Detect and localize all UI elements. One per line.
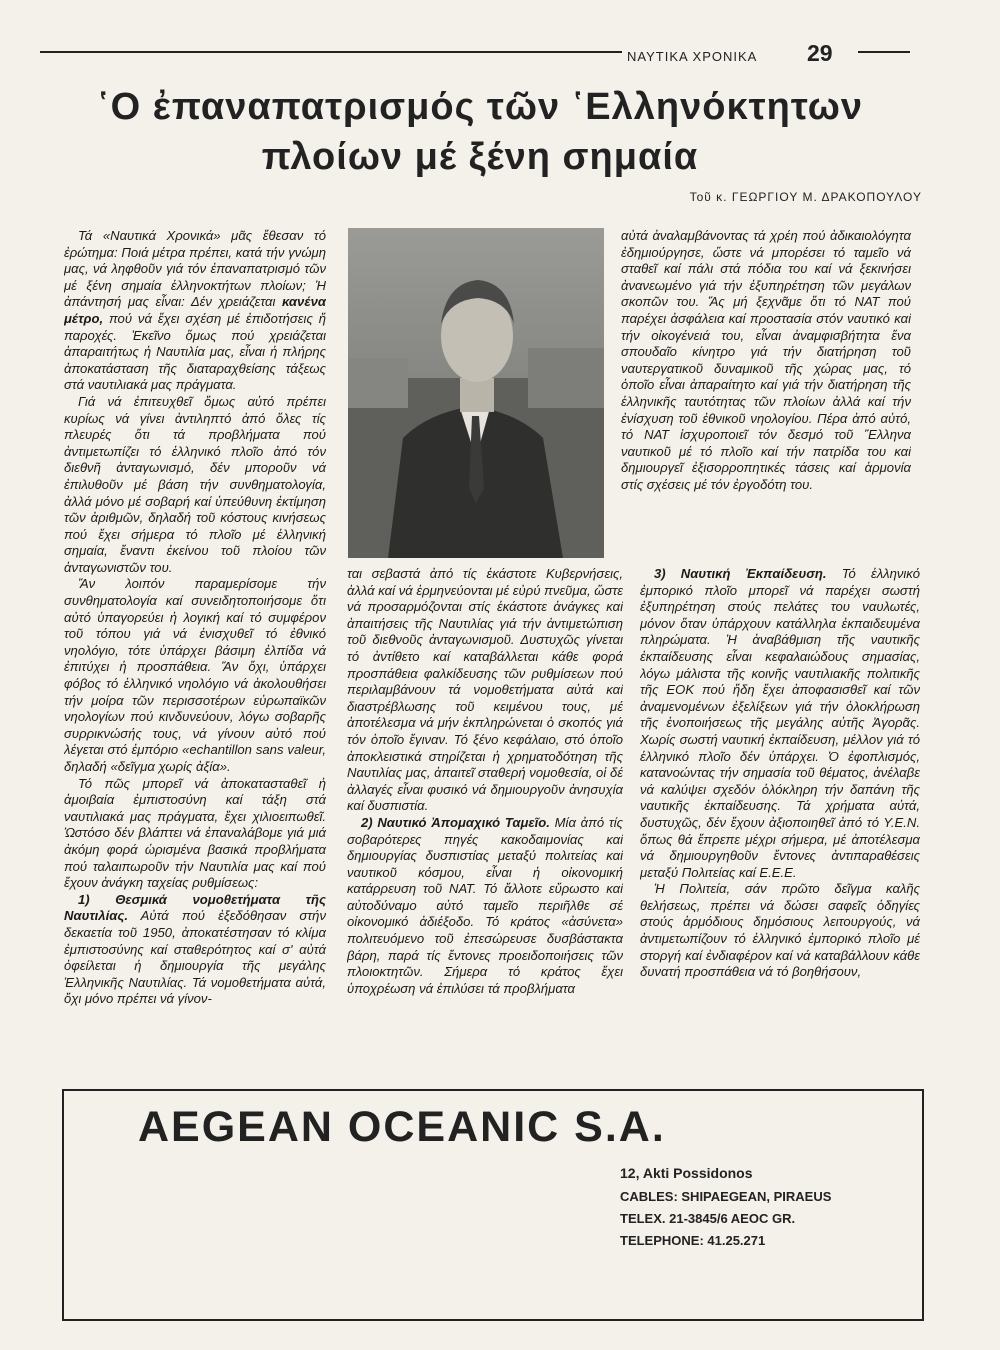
paragraph: 2) Ναυτικό Ἀπομαχικό Ταμεῖο. Μία ἀπό τίς σοβαρότερες πηγές κακοδαιμονίας καί δημιουργίας δυσπιστίας μεταξύ πολιτείας καί ναυτικοῦ κόσμου, εἶναι ἡ οἰκονομική κατάρρευση τοῦ ΝΑΤ. Τό ἄλλοτε εὔρωστο καί αὐτοδύναμο αὐτό ταμεῖο περιῆλθε σέ οἰκονομικό ἀδιέξοδο. Τό κράτος «ἀσύνετα» πολιτευόμενο τοῦ ἐπεσώρευσε δυσβάστακτα βάρη, παρά τίς ἔντονες προειδοποιήσεις τῶν πλοιοκτητῶν. Σήμερα τό κράτος ἔχει ὑποχρέωση νά ἐπιλύσει τά προβλήματα [347,814,623,996]
paragraph: Γιά νά ἐπιτευχθεῖ ὅμως αὐτό πρέπει κυρίως νά γίνει ἀντιληπτό ἀπό ὅλες τίς πλευρές ὅτι τά προβλήματα πού ἀντιμετωπίζει τό ἑλληνικό πλοῖο ἀπό τόν διεθνῆ ἀνταγωνισμό, δέν μποροῦν νά ἐπιλυθοῦν μέ βάση τήν συνθηματολογία, ἀλλά μόνο μέ σοβαρή καί ὑπεύθυνη ἐκτίμηση τῶν ἀριθμῶν, δηλαδή τοῦ κόστους κινήσεως πού ἔχει σήμερα τό πλοῖο μέ ἑλληνική σημαία, ἔναντι ἐκείνου τοῦ πλοίου τῶν ἀνταγωνιστῶν του. [64,393,326,575]
column-right-top [621,228,911,566]
paragraph: Τό πῶς μπορεῖ νά ἀποκατασταθεῖ ἡ ἀμοιβαία ἐμπιστοσύνη καί τάξη στά ναυτιλιακά μας πράγματα, ἔχει χιλιοειπωθεῖ. Ὡστόσο δέν βλάπτει νά ἐπαναλάβομε γιά μιά ἀκόμη φορά ὡρισμένα βασικά προβλήματα πού ταλαιπωροῦν τήν Ναυτιλία μας καί πού ἔχουν ἀνάγκη ταχείας ρυθμίσεως: [64,775,326,891]
section-heading-3: 3) Ναυτική Ἐκπαίδευση. [654,566,827,581]
title-line-2: πλοίων μέ ξένη σημαία [261,136,699,178]
header-rule-left [40,51,622,53]
advertisement-box [62,1089,924,1321]
ad-telephone: TELEPHONE: 41.25.271 [620,1233,766,1248]
byline: Τοῦ κ. ΓΕΩΡΓΙΟΥ Μ. ΔΡΑΚΟΠΟΥΛΟΥ [689,190,922,204]
section-heading-2: 2) Ναυτικό Ἀπομαχικό Ταμεῖο. [361,814,550,830]
header-rule-right [858,51,910,53]
title-line-1: ῾Ο ἐπαναπατρισμός τῶν ῾Ελληνόκτητων [97,86,863,128]
paragraph: Ἡ Πολιτεία, σάν πρῶτο δεῖγμα καλῆς θελήσεως, πρέπει νά δώσει σαφεῖς ὁδηγίες στούς ἁρμόδιους δημόσιους λειτουργούς, νά ἀντιμετωπίζουν τό ἑλληνικό ἐμπορικό πλοῖο μέ στοργή καί ἐνδιαφέρον καί νά καταβάλλουν κάθε δυνατή προσπάθεια νά τό βοηθήσουν, [640,881,920,980]
column-middle [347,566,623,1074]
paragraph: 3) Ναυτική Ἐκπαίδευση. Τό ἑλληνικό ἐμπορικό πλοῖο μπορεῖ νά παρέχει σωστή ἐξυπηρέτηση στούς πελάτες του ναυλωτές, μόνον ὅταν ὑπάρχουν κατάλληλα ἐκπαιδευμένα πληρώματα. Ἡ ἀναβάθμιση τῆς ναυτικῆς ἐκπαίδευσης εἶναι κεφαλαιώδους σημασίας, λόγω μάλιστα τῆς κοινῆς ναυτιλιακῆς πολιτικῆς τῆς ΕΟΚ πού ἤδη ἔχει ἀποφασισθεῖ καί τῶν ἀναμενομένων ἐξελίξεων γιά τήν ὁλοκλήρωση τῆς ἑνοποιήσεως τῆς μεγάλης αὐτῆς Ἀγορᾶς. Χωρίς σωστή ναυτική ἐκπαίδευση, μέλλον γιά τό ἑλληνικό πλοῖο δέν ὑπάρχει. Ὁ ἐφοπλισμός, κατανοώντας τήν σημασία τοῦ θέματος, ἀνέλαβε νά καλύψει σχεδόν ὁλόκληρη τήν δαπάνη τῆς ναυτικῆς ἐκπαίδευσης. Τά χρήματα αὐτά, δυστυχῶς, δέν ἔχουν ἀξιοποιηθεῖ ἀπό τό Υ.Ε.Ν. ὅπως θά ἔπρεπε μέχρι σήμερα, μέ ἀποτέλεσμα νά δημιουργηθοῦν ἔντονες ἀντιπαραθέσεις μεταξύ Πολιτείας καί Ε.Ε.Ε. [640,566,920,880]
ad-cables: CABLES: SHIPAEGEAN, PIRAEUS [620,1189,832,1204]
section-heading-1: 1) Θεσμικά νομοθετήματα τῆς Ναυτιλίας. [64,891,326,924]
column-right-bottom [640,566,920,1074]
emphasis: κανένα μέτρο, [64,294,326,326]
ad-telex: TELEX. 21-3845/6 AEOC GR. [620,1211,796,1226]
paragraph: Τά «Ναυτικά Χρονικά» μᾶς ἔθεσαν τό ἐρώτημα: Ποιά μέτρα πρέπει, κατά τήν γνώμη μας, νά ληφθοῦν γιά τόν ἐπαναπατρισμό τῶν μέ ξένη σημαία ἑλληνοκτήτων πλοίων; Ἡ ἀπάντησή μας εἶναι: Δέν χρειάζεται κανένα μέτρο, πού νά ἔχει σχέση μέ ἐπιδοτήσεις ἤ παροχές. Ἐκεῖνο ὅμως πού χρειάζεται ἀπαραιτήτως ἡ Ναυτιλία μας, εἶναι ἡ πλήρης ἀποκατάσταση τῆς διαταραχθείσης τάξεως στά ναυτιλιακά μας πράγματα. [64,228,326,393]
article-title [40,82,920,182]
author-photo [348,228,604,558]
paragraph: ται σεβαστά ἀπό τίς ἑκάστοτε Κυβερνήσεις, ἀλλά καί νά ἑρμηνεύονται μέ εὐρύ πνεῦμα, ὥστε νά προσαρμόζονται στίς ἑκάστοτε ἀνάγκες καί ἀπαιτήσεις τῆς Ναυτιλίας γιά τήν ἀντιμετώπιση τοῦ διεθνοῦς ἀνταγωνισμοῦ. Δυστυχῶς γίνεται τό ἀντίθετο καί καταβάλλεται κάθε φορά προσπάθεια φαλκίδευσης τῶν ρυθμίσεων πού περιλαμβάνουν τά νομοθετήματα αὐτά καί διαστρέβλωσης τοῦ κειμένου τους, μέ ἀποτέλεσμα νά μήν ἐκπληρώνεται ὁ σκοπός γιά τόν ὁποῖο ἔγιναν. Τό ξένο κεφάλαιο, στό ὁποῖο ἀποκλειστικά στηρίζεται ἡ χρηματοδότηση τῆς Ναυτιλίας μας, ἀπαιτεῖ σταθερή νομοθεσία, οἱ δέ ἀλλαγές εἶναι φυσικό νά δημιουργοῦν ἀνησυχία καί δυσπιστία. [347,566,623,814]
paragraph: αὐτά ἀναλαμβάνοντας τά χρέη πού ἀδικαιολόγητα ἐδημιούργησε, ὥστε νά μπορέσει τό ταμεῖο νά σταθεῖ καί πάλι στά πόδια του καί νά ξεκινήσει ἀνανεωμένο γιά τήν ἐξυπηρέτηση τῶν μεγάλων σκοπῶν του. Ἄς μή ξεχνᾶμε ὅτι τό ΝΑΤ πού παρέχει ἀσφάλεια καί προστασία στόν ναυτικό καί τήν οἰκογένειά του, εἶναι ἀναμφισβήτητα ἕνα σπουδαῖο κίνητρο γιά τήν διατήρηση τοῦ ναυτεργατικοῦ δυναμικοῦ τῆς χώρας μας, τό ὁποῖο εἶναι ἀπαραίτητο καί γιά τήν διατήρηση τῆς ἑλληνικῆς ταυτότητας τῶν πλοίων ἀλλά καί τήν ἐνίσχυση τοῦ ἐθνικοῦ νηολογίου. Πέρα ἀπό αὐτό, τό ΝΑΤ ἰσχυροποιεῖ τόν δεσμό τοῦ Ἕλληνα ναυτικοῦ μέ τό πλοῖο καί τήν πατρίδα του καί δημιουργεῖ ἐξισορροπητικές τάσεις καί ἁρμονία στίς σχέσεις μέ τόν ἐργοδότη του. [621,228,911,492]
column-left [64,228,326,1082]
paragraph: 1) Θεσμικά νομοθετήματα τῆς Ναυτιλίας. Αὐτά πού ἐξεδόθησαν στήν δεκαετία τοῦ 1950, ἀποκατέστησαν τό κλίμα ἐμπιστοσύνης καί σταθερότητος καί σ' αὐτά ὀφείλεται ἡ δημιουργία τῆς μεγάλης Ἑλληνικῆς Ναυτιλίας. Τά νομοθετήματα αὐτά, ὄχι μόνο πρέπει νά γίνον- [64,891,326,1007]
page-number: 29 [807,40,833,66]
paragraph: Ἄν λοιπόν παραμερίσομε τήν συνθηματολογία καί συνειδητοποιήσομε ὅτι αὐτό ὑπαγορεύει ἡ λογική καί τό συμφέρον τοῦ τόπου γιά νά ἐνισχυθεῖ τό ἐθνικό νηολόγιο, τότε ὑπάρχει βάσιμη ἐλπίδα νά ἐπιτύχει ἡ προσπάθεια. Ἄν ὄχι, ὑπάρχει φόβος τό ἑλληνικό νηολόγιο νά ἀκολουθήσει τήν μοίρα τῶν περισσοτέρων εὐρωπαϊκῶν νηολογίων πού κινδυνεύουν, λόγω σοβαρῆς συρρικνώσής τους, νά γίνουν αὐτό πού λέγεται στό ἐμπόριο «echantillon sans valeur, δηλαδή «δεῖγμα χωρίς ἀξία». [64,576,326,774]
ad-address: 12, Akti Possidonos [620,1165,753,1181]
portrait-image [348,228,604,558]
magazine-name: ΝΑΥΤΙΚΑ ΧΡΟΝΙΚΑ [627,49,758,64]
ad-company-name: AEGEAN OCEANIC S.A. [138,1103,666,1151]
